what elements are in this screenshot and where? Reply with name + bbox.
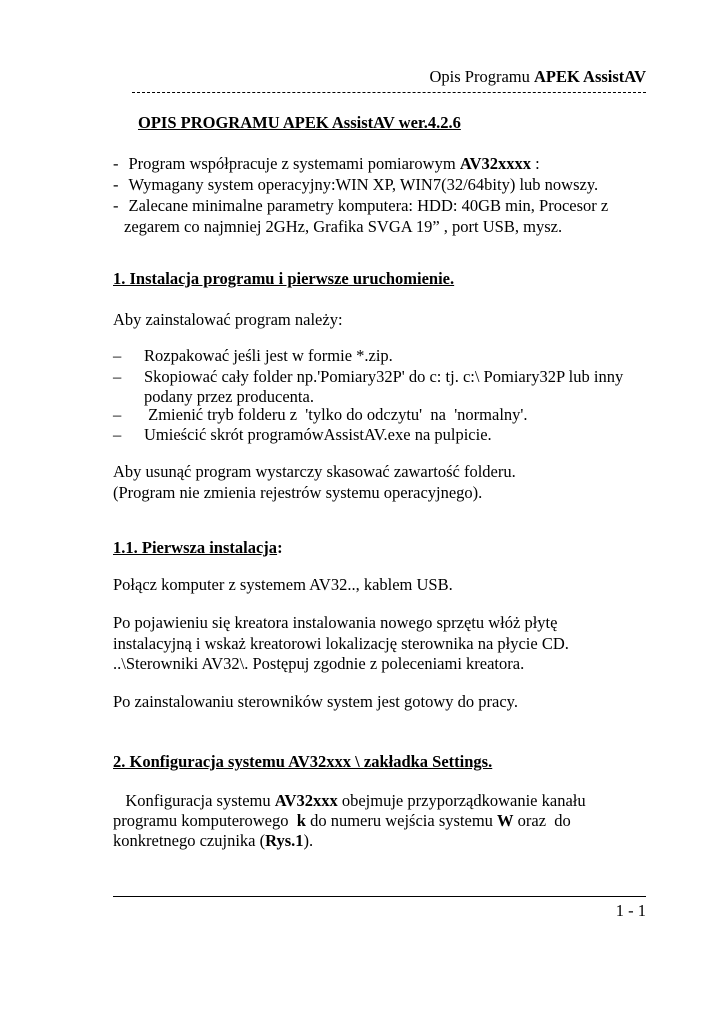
list-marker: – xyxy=(113,367,122,386)
requirement-item-continuation: zegarem co najmniej 2GHz, Grafika SVGA 19” , port USB, mysz. xyxy=(124,217,563,236)
list-item: Rozpakować jeśli jest w formie *.zip. xyxy=(144,346,393,365)
list-item: Skopiować cały folder np.'Pomiary32P' do c: tj. c:\ Pomiary32P lub inny xyxy=(144,367,624,386)
list-item: Zmienić tryb folderu z 'tylko do odczytu' na 'normalny'. xyxy=(144,405,528,424)
page-number: 1 - 1 xyxy=(615,901,646,920)
list-item: Umieścić skrót programówAssistAV.exe na pulpicie. xyxy=(144,425,492,444)
paragraph: konkretnego czujnika (Rys.1). xyxy=(113,831,314,850)
paragraph: Konfiguracja systemu AV32xxx obejmuje przyporządkowanie kanału xyxy=(113,791,586,810)
paragraph: Po zainstalowaniu sterowników system jest gotowy do pracy. xyxy=(113,692,518,711)
paragraph: Aby usunąć program wystarczy skasować zawartość folderu. xyxy=(113,462,516,481)
list-item-continuation: podany przez producenta. xyxy=(144,387,314,406)
paragraph: Po pojawieniu się kreatora instalowania nowego sprzętu włóż płytę xyxy=(113,613,558,632)
requirement-item: - Zalecane minimalne parametry komputera: HDD: 40GB min, Procesor z xyxy=(113,196,609,215)
header-product: APEK AssistAV xyxy=(533,67,646,86)
list-marker: – xyxy=(113,405,122,424)
list-dash: - xyxy=(113,196,119,215)
paragraph: ..\Sterowniki AV32\. Postępuj zgodnie z poleceniami kreatora. xyxy=(113,654,525,673)
paragraph: Połącz komputer z systemem AV32.., kablem USB. xyxy=(113,575,453,594)
section-heading: 2. Konfiguracja systemu AV32xxx \ zakładka Settings. xyxy=(113,752,493,771)
footer-divider xyxy=(113,896,646,897)
paragraph: programu komputerowego k do numeru wejścia systemu W oraz do xyxy=(113,811,571,830)
running-header xyxy=(429,67,646,87)
paragraph: (Program nie zmienia rejestrów systemu operacyjnego). xyxy=(113,483,483,502)
paragraph: instalacyjną i wskaż kreatorowi lokalizację sterownika na płycie CD. xyxy=(113,634,569,653)
list-marker: – xyxy=(113,425,122,444)
list-marker: – xyxy=(113,346,122,365)
list-dash: - xyxy=(113,175,119,194)
list-dash: - xyxy=(113,154,119,173)
header-divider xyxy=(132,92,646,93)
requirement-item: - Wymagany system operacyjny:WIN XP, WIN7(32/64bity) lub nowszy. xyxy=(113,175,599,194)
requirement-item: - Program współpracuje z systemami pomiarowym AV32xxxx : xyxy=(113,154,540,173)
header-prefix: Opis Programu xyxy=(429,67,534,86)
document-title: OPIS PROGRAMU APEK AssistAV wer.4.2.6 xyxy=(138,113,461,132)
subsection-heading: 1.1. Pierwsza instalacja: xyxy=(113,538,283,557)
paragraph: Aby zainstalować program należy: xyxy=(113,310,343,329)
section-heading: 1. Instalacja programu i pierwsze uruchomienie. xyxy=(113,269,455,288)
